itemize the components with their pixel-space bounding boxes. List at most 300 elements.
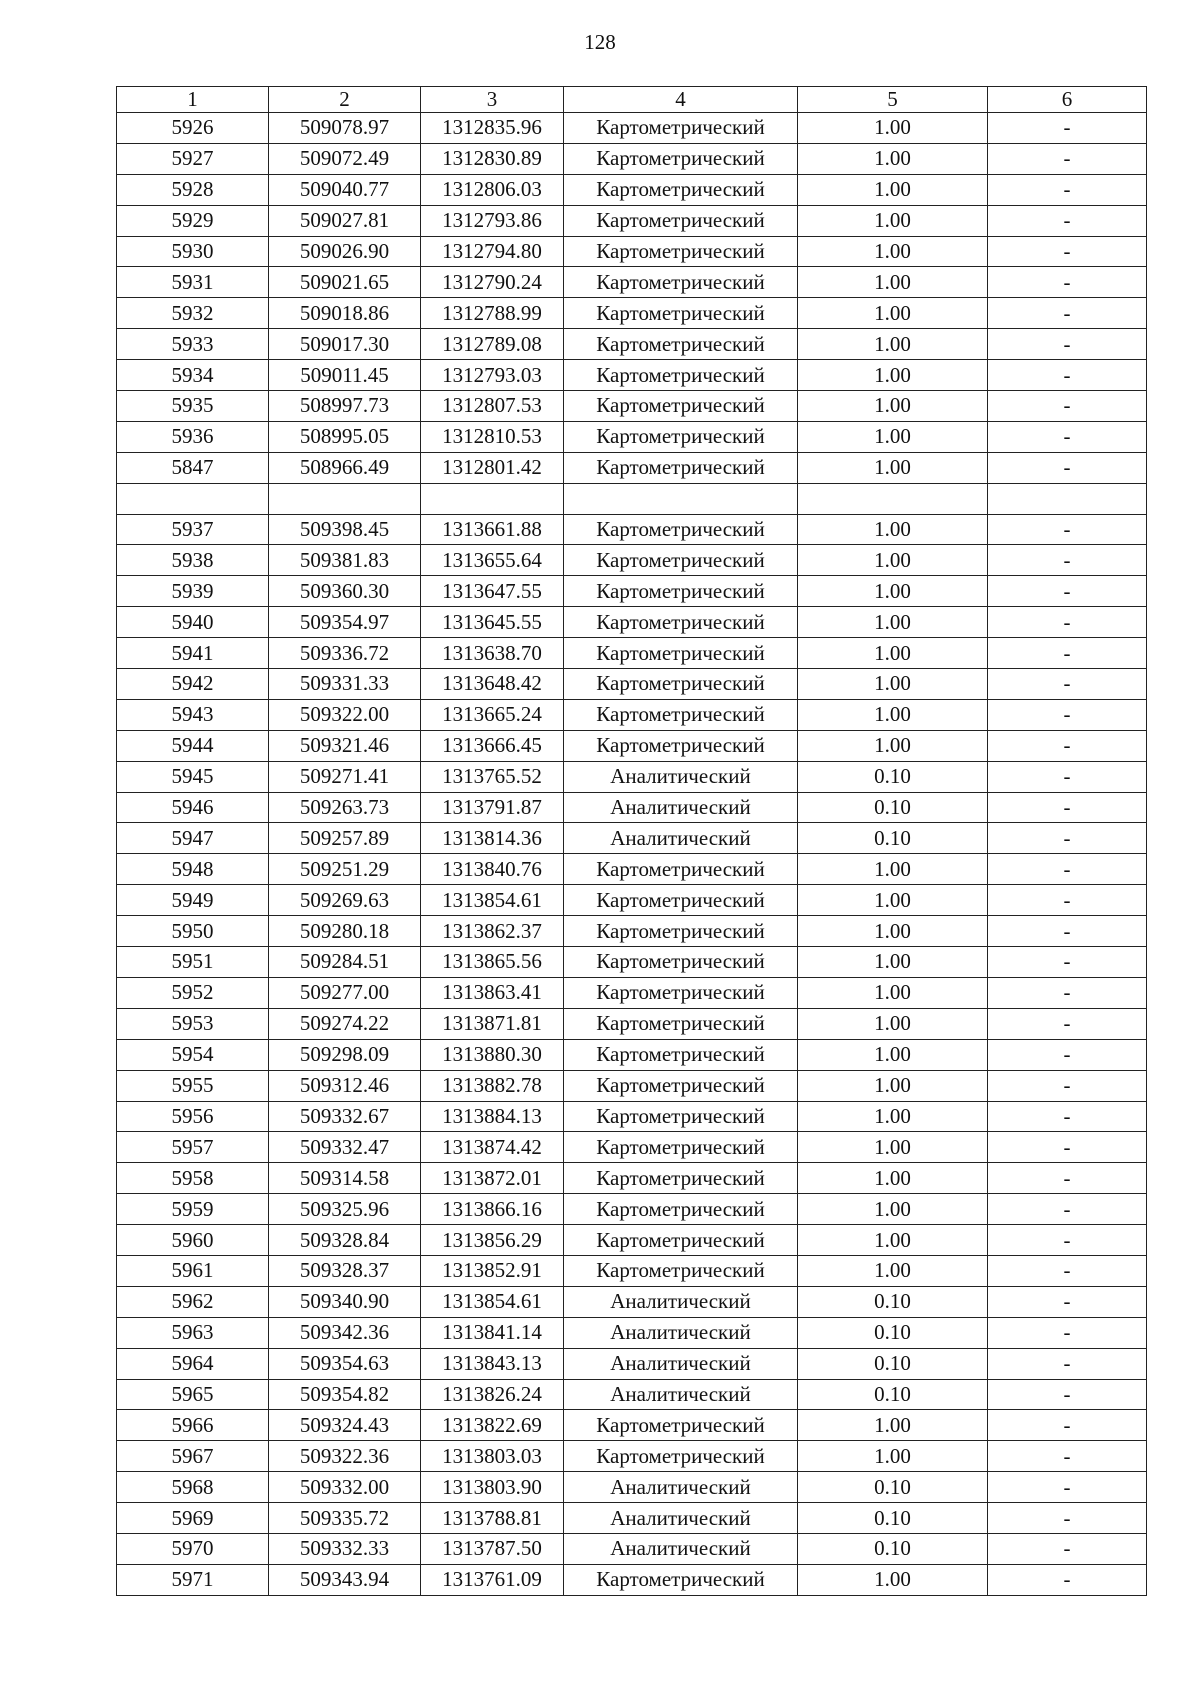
table-cell: 5963	[117, 1317, 269, 1348]
table-row	[117, 174, 1147, 205]
table-cell: Картометрический	[564, 669, 798, 700]
table-cell: 1.00	[798, 143, 988, 174]
table-cell: -	[988, 1132, 1147, 1163]
table-row	[117, 143, 1147, 174]
table-cell: 1.00	[798, 947, 988, 978]
table-cell: 1.00	[798, 1101, 988, 1132]
table-cell: -	[988, 1472, 1147, 1503]
table-cell: Картометрический	[564, 1039, 798, 1070]
table-cell: 509314.58	[269, 1163, 421, 1194]
table-row	[117, 1348, 1147, 1379]
table-cell: 1.00	[798, 916, 988, 947]
table-cell: 5967	[117, 1441, 269, 1472]
table-cell: 509336.72	[269, 638, 421, 669]
table-header	[117, 87, 1147, 113]
table-cell: 5968	[117, 1472, 269, 1503]
table-cell: 1.00	[798, 1564, 988, 1595]
table-cell: -	[988, 1194, 1147, 1225]
table-row	[117, 1564, 1147, 1595]
table-cell: Картометрический	[564, 854, 798, 885]
table-cell: -	[988, 1533, 1147, 1564]
table-cell	[421, 483, 564, 514]
table-cell: 1.00	[798, 854, 988, 885]
table-cell: -	[988, 1255, 1147, 1286]
table-cell: -	[988, 885, 1147, 916]
table-cell: 5942	[117, 669, 269, 700]
table-cell: Картометрический	[564, 329, 798, 360]
table-cell: 1.00	[798, 1008, 988, 1039]
table-cell: 509284.51	[269, 947, 421, 978]
table-cell: Картометрический	[564, 1441, 798, 1472]
table-cell	[988, 483, 1147, 514]
table-cell: Картометрический	[564, 267, 798, 298]
table-cell: 0.10	[798, 1533, 988, 1564]
table-cell: 508995.05	[269, 421, 421, 452]
table-cell: Картометрический	[564, 916, 798, 947]
table-cell: Аналитический	[564, 1503, 798, 1534]
table-cell: -	[988, 1008, 1147, 1039]
table-cell: 509072.49	[269, 143, 421, 174]
table-cell: Аналитический	[564, 1472, 798, 1503]
table-cell: 5954	[117, 1039, 269, 1070]
table-row	[117, 298, 1147, 329]
table-cell: 5945	[117, 761, 269, 792]
table-cell: 5936	[117, 421, 269, 452]
table-row	[117, 576, 1147, 607]
table-cell: 0.10	[798, 1472, 988, 1503]
table-cell: 509332.33	[269, 1533, 421, 1564]
table-cell: 0.10	[798, 1348, 988, 1379]
table-cell: Картометрический	[564, 236, 798, 267]
table-cell: 1313874.42	[421, 1132, 564, 1163]
table-cell: 0.10	[798, 823, 988, 854]
table-cell	[564, 483, 798, 514]
table-cell: Картометрический	[564, 1255, 798, 1286]
table-cell: 1313862.37	[421, 916, 564, 947]
table-cell: 5966	[117, 1410, 269, 1441]
table-cell: Картометрический	[564, 545, 798, 576]
table-cell: 509398.45	[269, 514, 421, 545]
table-cell: Картометрический	[564, 113, 798, 144]
table-row	[117, 1472, 1147, 1503]
table-cell: 5947	[117, 823, 269, 854]
table-cell: 5929	[117, 205, 269, 236]
table-cell: 509027.81	[269, 205, 421, 236]
table-cell: Картометрический	[564, 514, 798, 545]
table-cell: -	[988, 576, 1147, 607]
table-cell: Аналитический	[564, 1286, 798, 1317]
table-cell: Картометрический	[564, 1163, 798, 1194]
table-row	[117, 792, 1147, 823]
table-cell: 5926	[117, 113, 269, 144]
table-cell: -	[988, 1317, 1147, 1348]
table-cell: 5951	[117, 947, 269, 978]
table-cell: 509340.90	[269, 1286, 421, 1317]
table-cell: -	[988, 854, 1147, 885]
table-cell: -	[988, 329, 1147, 360]
table-cell: 509332.67	[269, 1101, 421, 1132]
table-cell: 1313666.45	[421, 730, 564, 761]
table-cell: 1.00	[798, 298, 988, 329]
table-cell: 1.00	[798, 1163, 988, 1194]
table-row	[117, 761, 1147, 792]
table-cell: 509263.73	[269, 792, 421, 823]
table-row	[117, 329, 1147, 360]
table-cell: 508966.49	[269, 452, 421, 483]
table-cell: 1313865.56	[421, 947, 564, 978]
table-cell: Картометрический	[564, 421, 798, 452]
table-cell: Аналитический	[564, 761, 798, 792]
table-cell: Картометрический	[564, 1225, 798, 1256]
table-cell: 509335.72	[269, 1503, 421, 1534]
table-row	[117, 1008, 1147, 1039]
table-cell: 5962	[117, 1286, 269, 1317]
table-row	[117, 1132, 1147, 1163]
table-cell: 1.00	[798, 699, 988, 730]
table-row	[117, 699, 1147, 730]
table-cell: -	[988, 607, 1147, 638]
table-cell: 5928	[117, 174, 269, 205]
table-cell: -	[988, 947, 1147, 978]
table-cell: 5961	[117, 1255, 269, 1286]
table-cell: 5964	[117, 1348, 269, 1379]
table-cell: 1312790.24	[421, 267, 564, 298]
table-row	[117, 391, 1147, 422]
table-cell: 1.00	[798, 545, 988, 576]
table-cell: 1313843.13	[421, 1348, 564, 1379]
table-cell: -	[988, 823, 1147, 854]
table-cell: 1.00	[798, 1225, 988, 1256]
table-cell: 509011.45	[269, 360, 421, 391]
table-cell: Картометрический	[564, 607, 798, 638]
table-cell: 1313788.81	[421, 1503, 564, 1534]
table-cell: 5940	[117, 607, 269, 638]
table-cell: 1.00	[798, 1194, 988, 1225]
table-cell: 1.00	[798, 1441, 988, 1472]
table-cell: 5952	[117, 977, 269, 1008]
table-row	[117, 113, 1147, 144]
table-cell: Картометрический	[564, 730, 798, 761]
table-cell: 1313822.69	[421, 1410, 564, 1441]
table-row	[117, 947, 1147, 978]
table-cell: 509271.41	[269, 761, 421, 792]
column-header: 1	[117, 87, 269, 113]
table-cell: Аналитический	[564, 1317, 798, 1348]
column-header: 2	[269, 87, 421, 113]
table-cell: 5969	[117, 1503, 269, 1534]
table-cell: 1.00	[798, 360, 988, 391]
table-cell: 509342.36	[269, 1317, 421, 1348]
table-cell: -	[988, 236, 1147, 267]
table-cell: 509325.96	[269, 1194, 421, 1225]
table-cell: Картометрический	[564, 977, 798, 1008]
table-cell: 5971	[117, 1564, 269, 1595]
table-cell: 1313791.87	[421, 792, 564, 823]
table-cell	[117, 483, 269, 514]
table-cell: 509354.97	[269, 607, 421, 638]
table-cell: 1313856.29	[421, 1225, 564, 1256]
table-cell: 509322.36	[269, 1441, 421, 1472]
table-cell: -	[988, 916, 1147, 947]
table-cell: 0.10	[798, 1286, 988, 1317]
table-row	[117, 483, 1147, 514]
table-cell: -	[988, 1503, 1147, 1534]
table-cell: 509040.77	[269, 174, 421, 205]
table-cell: 5955	[117, 1070, 269, 1101]
table-row	[117, 1255, 1147, 1286]
table-cell: 5933	[117, 329, 269, 360]
table-cell: Картометрический	[564, 143, 798, 174]
table-cell: 509324.43	[269, 1410, 421, 1441]
table-row	[117, 236, 1147, 267]
table-cell: 1.00	[798, 638, 988, 669]
table-cell: -	[988, 113, 1147, 144]
table-cell: 1313665.24	[421, 699, 564, 730]
table-cell: 1313880.30	[421, 1039, 564, 1070]
table-cell: 5970	[117, 1533, 269, 1564]
table-cell: 509328.37	[269, 1255, 421, 1286]
table-cell: Картометрический	[564, 1132, 798, 1163]
table-cell: 1312793.86	[421, 205, 564, 236]
table-cell: 5959	[117, 1194, 269, 1225]
table-cell: 509251.29	[269, 854, 421, 885]
table-cell: -	[988, 1286, 1147, 1317]
table-cell: -	[988, 1163, 1147, 1194]
table-cell: 1312835.96	[421, 113, 564, 144]
table-cell: Картометрический	[564, 638, 798, 669]
table-cell: Картометрический	[564, 391, 798, 422]
table-cell: 1313661.88	[421, 514, 564, 545]
table-row	[117, 545, 1147, 576]
table-cell: -	[988, 1564, 1147, 1595]
table-cell: 5965	[117, 1379, 269, 1410]
table-cell: 1.00	[798, 421, 988, 452]
table-cell: 1313645.55	[421, 607, 564, 638]
table-cell: -	[988, 545, 1147, 576]
table-row	[117, 1039, 1147, 1070]
table-cell: 1.00	[798, 113, 988, 144]
table-cell: 1312789.08	[421, 329, 564, 360]
table-cell: -	[988, 360, 1147, 391]
table-cell: 509026.90	[269, 236, 421, 267]
table-cell: 5927	[117, 143, 269, 174]
table-cell: 5934	[117, 360, 269, 391]
table-cell: Картометрический	[564, 885, 798, 916]
table-cell: 1312807.53	[421, 391, 564, 422]
table-cell: Аналитический	[564, 792, 798, 823]
table-row	[117, 1163, 1147, 1194]
table-cell: 509331.33	[269, 669, 421, 700]
table-cell: 1313647.55	[421, 576, 564, 607]
table-cell: -	[988, 1348, 1147, 1379]
table-cell: 0.10	[798, 792, 988, 823]
table-cell	[798, 483, 988, 514]
table-cell: Картометрический	[564, 298, 798, 329]
table-cell: -	[988, 267, 1147, 298]
table-cell: -	[988, 792, 1147, 823]
table-cell: -	[988, 730, 1147, 761]
table-cell: 1312793.03	[421, 360, 564, 391]
table-cell: 509360.30	[269, 576, 421, 607]
table-cell: Картометрический	[564, 1070, 798, 1101]
table-cell: -	[988, 1101, 1147, 1132]
table-cell: 1.00	[798, 1255, 988, 1286]
table-cell	[269, 483, 421, 514]
table-cell: 1313854.61	[421, 1286, 564, 1317]
table-cell: 1313648.42	[421, 669, 564, 700]
table-cell: 5931	[117, 267, 269, 298]
table-cell: 1313840.76	[421, 854, 564, 885]
table-row	[117, 1410, 1147, 1441]
table-row	[117, 1070, 1147, 1101]
table-cell: Картометрический	[564, 1101, 798, 1132]
table-row	[117, 1379, 1147, 1410]
table-row	[117, 607, 1147, 638]
table-cell: 1313655.64	[421, 545, 564, 576]
table-row	[117, 854, 1147, 885]
table-cell: 1.00	[798, 607, 988, 638]
table-cell: -	[988, 391, 1147, 422]
table-row	[117, 669, 1147, 700]
table-cell: 509332.47	[269, 1132, 421, 1163]
table-cell: -	[988, 1441, 1147, 1472]
column-header: 6	[988, 87, 1147, 113]
table-cell: 5941	[117, 638, 269, 669]
table-cell: 1.00	[798, 730, 988, 761]
table-cell: 509298.09	[269, 1039, 421, 1070]
table-body	[117, 113, 1147, 1596]
table-cell: 1313841.14	[421, 1317, 564, 1348]
table-cell: -	[988, 452, 1147, 483]
table-cell: 1313765.52	[421, 761, 564, 792]
table-row	[117, 360, 1147, 391]
table-cell: 509018.86	[269, 298, 421, 329]
table-cell: 509381.83	[269, 545, 421, 576]
table-cell: 509274.22	[269, 1008, 421, 1039]
table-row	[117, 514, 1147, 545]
table-cell: 1312794.80	[421, 236, 564, 267]
table-cell: 0.10	[798, 1317, 988, 1348]
table-cell: 5950	[117, 916, 269, 947]
table-cell: 1313884.13	[421, 1101, 564, 1132]
table-cell: 1313761.09	[421, 1564, 564, 1595]
table-cell: 509354.82	[269, 1379, 421, 1410]
table-cell: 5935	[117, 391, 269, 422]
table-cell: 1312810.53	[421, 421, 564, 452]
table-cell: 1313787.50	[421, 1533, 564, 1564]
table-cell: 1313814.36	[421, 823, 564, 854]
table-row	[117, 452, 1147, 483]
table-cell: Картометрический	[564, 205, 798, 236]
table-row	[117, 1503, 1147, 1534]
table-cell: 509322.00	[269, 699, 421, 730]
table-cell: 5930	[117, 236, 269, 267]
table-cell: 509280.18	[269, 916, 421, 947]
table-cell: 0.10	[798, 761, 988, 792]
table-cell: 1.00	[798, 391, 988, 422]
table-cell: 1.00	[798, 669, 988, 700]
page-number: 128	[584, 30, 616, 54]
table-cell: Аналитический	[564, 1348, 798, 1379]
table-cell: Картометрический	[564, 1410, 798, 1441]
table-cell: Картометрический	[564, 1194, 798, 1225]
table-cell: -	[988, 174, 1147, 205]
table-cell: Картометрический	[564, 1564, 798, 1595]
table-cell: -	[988, 1379, 1147, 1410]
table-cell: 1313803.03	[421, 1441, 564, 1472]
table-cell: 5956	[117, 1101, 269, 1132]
table-cell: 1312788.99	[421, 298, 564, 329]
table-cell: 1.00	[798, 514, 988, 545]
table-cell: 1313803.90	[421, 1472, 564, 1503]
table-cell: 1313866.16	[421, 1194, 564, 1225]
table-cell: 509332.00	[269, 1472, 421, 1503]
table-cell: 509078.97	[269, 113, 421, 144]
table-cell: 509328.84	[269, 1225, 421, 1256]
table-cell: Картометрический	[564, 947, 798, 978]
table-cell: 5960	[117, 1225, 269, 1256]
table-row	[117, 1101, 1147, 1132]
table-cell: Картометрический	[564, 360, 798, 391]
column-header: 5	[798, 87, 988, 113]
table-row	[117, 916, 1147, 947]
table-cell: 509321.46	[269, 730, 421, 761]
table-cell: -	[988, 977, 1147, 1008]
table-cell: Картометрический	[564, 699, 798, 730]
table-cell: 5939	[117, 576, 269, 607]
table-cell: -	[988, 1410, 1147, 1441]
table-cell: 1.00	[798, 576, 988, 607]
table-cell: 1312830.89	[421, 143, 564, 174]
table-cell: 509269.63	[269, 885, 421, 916]
table-cell: 509343.94	[269, 1564, 421, 1595]
column-header: 3	[421, 87, 564, 113]
table-row	[117, 205, 1147, 236]
table-cell: 1.00	[798, 267, 988, 298]
table-cell: -	[988, 1070, 1147, 1101]
table-cell: 1.00	[798, 205, 988, 236]
table-cell: 1313872.01	[421, 1163, 564, 1194]
table-cell: 1.00	[798, 329, 988, 360]
table-cell: 509017.30	[269, 329, 421, 360]
table-cell: 0.10	[798, 1379, 988, 1410]
table-cell: 1.00	[798, 174, 988, 205]
table-row	[117, 730, 1147, 761]
table-cell: 1313852.91	[421, 1255, 564, 1286]
table-cell: 5944	[117, 730, 269, 761]
table-cell: -	[988, 205, 1147, 236]
table-cell: 1313854.61	[421, 885, 564, 916]
table-cell: -	[988, 421, 1147, 452]
table-row	[117, 638, 1147, 669]
table-cell: 1312801.42	[421, 452, 564, 483]
table-cell: -	[988, 298, 1147, 329]
table-row	[117, 1533, 1147, 1564]
table-cell: Аналитический	[564, 1379, 798, 1410]
table-row	[117, 1225, 1147, 1256]
table-cell: 5958	[117, 1163, 269, 1194]
table-row	[117, 1441, 1147, 1472]
table-cell: 5949	[117, 885, 269, 916]
table-cell: 1.00	[798, 885, 988, 916]
table-cell: -	[988, 514, 1147, 545]
table-row	[117, 885, 1147, 916]
table-cell: 509277.00	[269, 977, 421, 1008]
table-cell: Картометрический	[564, 576, 798, 607]
table-cell: 1313871.81	[421, 1008, 564, 1039]
table-cell: 1313863.41	[421, 977, 564, 1008]
table-cell: 0.10	[798, 1503, 988, 1534]
